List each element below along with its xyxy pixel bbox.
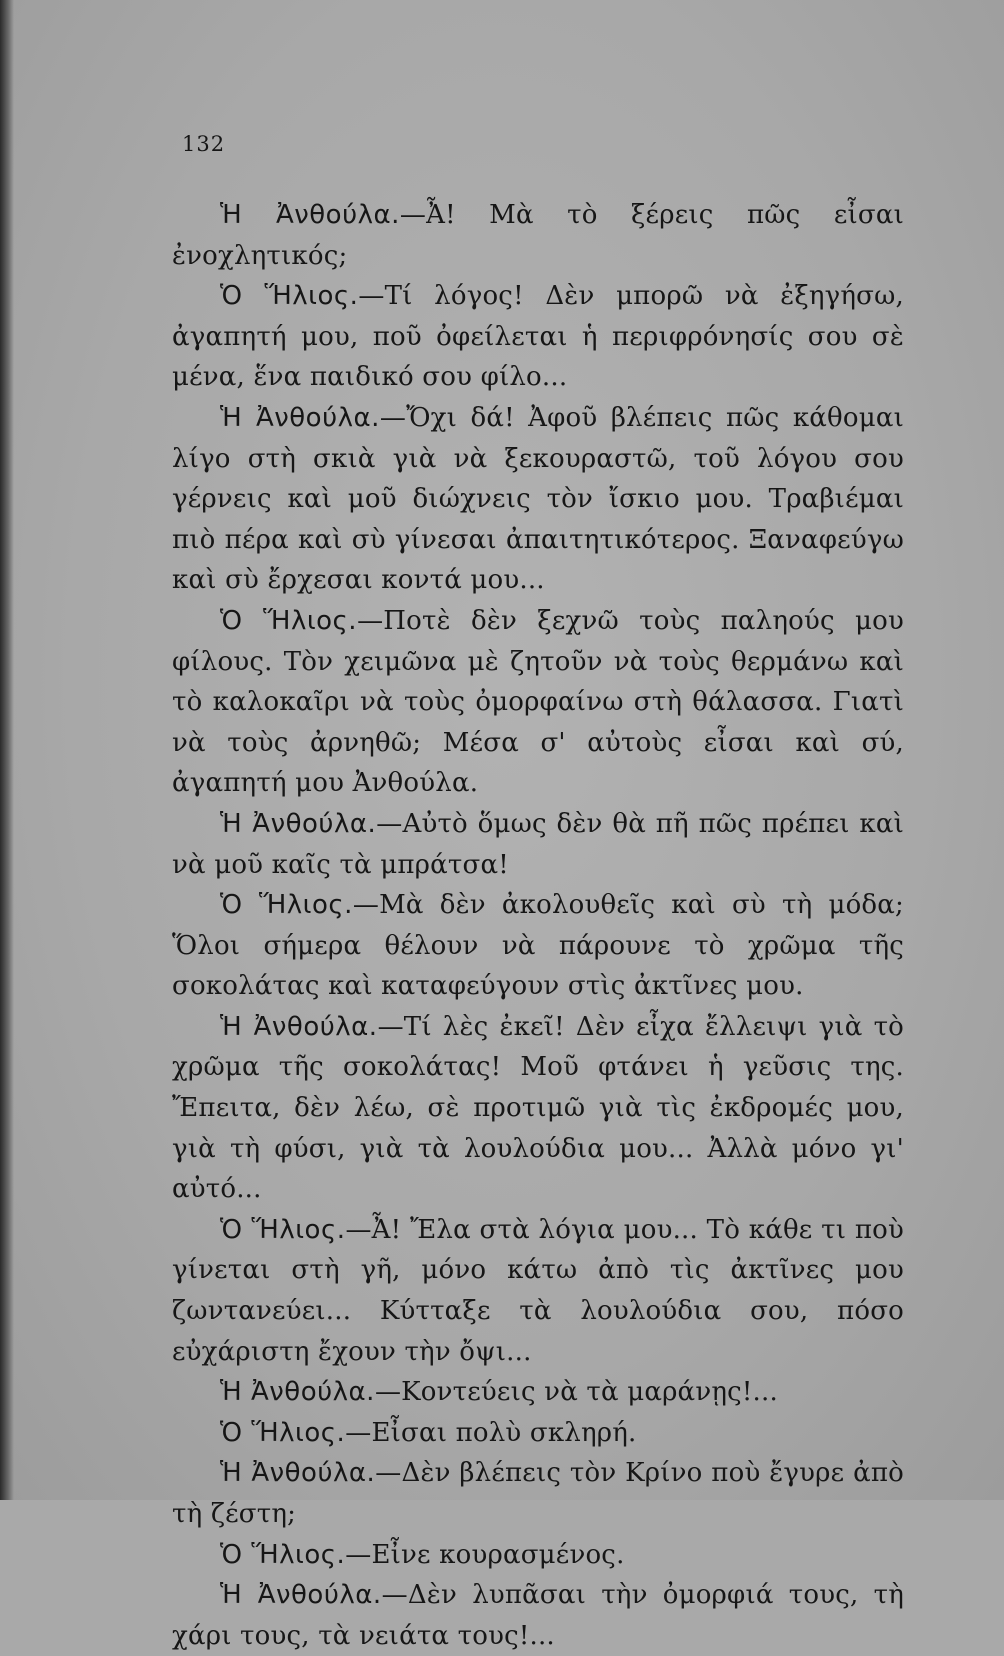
dialogue-paragraph (172, 195, 904, 276)
dialogue-line: —Τί λόγος! Δὲν μπορῶ νὰ ἐξηγήσω, ἀγαπητή μου, ποῦ ὀφείλεται ἡ περιφρόνησίς σου σὲ μένα, ἕνα παιδικό σου φίλο... (172, 281, 904, 393)
dialogue-line: —Ἆ! Ἔλα στὰ λόγια μου... Τὸ κάθε τι ποὺ γίνεται στὴ γῆ, μόνο κάτω ἀπὸ τὶς ἀκτῖνες μου ζωντανεύει... Κύτταξε τὰ λουλούδια σου, πόσο εὐχάριστη ἔχουν τὴν ὄψι... (172, 1214, 904, 1367)
dialogue-paragraph (172, 1535, 904, 1576)
speaker-name: Ἡ Ἀνθούλα. (220, 1377, 375, 1408)
speaker-name: Ἡ Ἀνθούλα. (220, 1011, 378, 1042)
speaker-name: Ὁ Ἥλιος. (220, 890, 353, 921)
dialogue-paragraph (172, 1210, 904, 1372)
speaker-name: Ἡ Ἀνθούλα. (220, 200, 400, 230)
dialogue-paragraph (172, 1453, 904, 1534)
dialogue-line: —Αὐτὸ ὅμως δὲν θὰ πῆ πῶς πρέπει καὶ νὰ μοῦ καῖς τὰ μπράτσα! (172, 808, 904, 880)
speaker-name: Ὁ Ἥλιος. (220, 1214, 346, 1245)
dialogue-line: —Τί λὲς ἐκεῖ! Δὲν εἶχα ἔλλειψι γιὰ τὸ χρῶμα τῆς σοκολάτας! Μοῦ φτάνει ἡ γεῦσις της. Ἔπειτα, δὲν λέω, σὲ προτιμῶ γιὰ τὶς ἐκδρομές μου, γιὰ τὴ φύσι, γιὰ τὰ λουλούδια μου... Ἀλλὰ μόνο γι' αὐτό... (172, 1011, 905, 1205)
dialogue-line: —Ἆ! Μὰ τὸ ξέρεις πῶς εἶσαι ἐνοχλητικός; (172, 200, 904, 271)
speaker-name: Ὁ Ἥλιος. (220, 1539, 346, 1570)
dialogue-paragraph (172, 804, 904, 885)
speaker-name: Ἡ Ἀνθούλα. (220, 1458, 376, 1489)
page-number: 132 (182, 132, 226, 156)
speaker-name: Ἡ Ἀνθούλα. (220, 402, 380, 433)
dialogue-paragraph (172, 1372, 904, 1413)
dialogue-paragraph (172, 398, 904, 601)
dialogue-paragraph (172, 1413, 904, 1454)
speaker-name: Ἡ Ἀνθούλα. (220, 1580, 382, 1611)
dialogue-line: —Εἶσαι πολὺ σκληρή. (345, 1417, 637, 1448)
dialogue-line: —Μὰ δὲν ἀκολουθεῖς καὶ σὺ τὴ μόδα; Ὅλοι σήμερα θέλουν νὰ πάρουνε τὸ χρῶμα τῆς σοκολάτας καὶ καταφεύγουν στὶς ἀκτῖνες μου. (172, 890, 904, 1002)
speaker-name: Ὁ Ἥλιος. (220, 281, 359, 312)
dialogue-paragraph (172, 1575, 904, 1656)
dialogue-text (172, 195, 904, 1656)
speaker-name: Ὁ Ἥλιος. (220, 1417, 346, 1448)
dialogue-line: —Δὲν βλέπεις τὸν Κρίνο ποὺ ἔγυρε ἀπὸ τὴ ζέστη; (172, 1458, 904, 1529)
dialogue-paragraph (172, 1007, 904, 1210)
dialogue-line: —Εἶνε κουρασμένος. (345, 1539, 625, 1570)
page-edge-shadow (0, 0, 14, 1500)
dialogue-line: —Ὄχι δά! Ἀφοῦ βλέπεις πῶς κάθομαι λίγο στὴ σκιὰ γιὰ νὰ ξεκουραστῶ, τοῦ λόγου σου γέρνεις καὶ μοῦ διώχνεις τὸν ἴσκιο μου. Τραβιέμαι πιὸ πέρα καὶ σὺ γίνεσαι ἀπαιτητικότερος. Ξαναφεύγω καὶ σὺ ἔρχεσαι κοντά μου... (172, 402, 904, 596)
speaker-name: Ἡ Ἀνθούλα. (220, 808, 377, 839)
dialogue-paragraph (172, 276, 904, 398)
dialogue-paragraph (172, 885, 904, 1007)
dialogue-paragraph (172, 601, 904, 804)
dialogue-line: —Κοντεύεις νὰ τὰ μαράνῃς!... (374, 1377, 778, 1408)
dialogue-line: —Ποτὲ δὲν ξεχνῶ τοὺς παληούς μου φίλους. Τὸν χειμῶνα μὲ ζητοῦν νὰ τοὺς θερμάνω καὶ τὸ καλοκαῖρι νὰ τοὺς ὀμορφαίνω στὴ θάλασσα. Γιατὶ νὰ τοὺς ἀρνηθῶ; Μέσα σ' αὐτοὺς εἶσαι καὶ σύ, ἀγαπητή μου Ἀνθούλα. (172, 605, 904, 799)
speaker-name: Ὁ Ἥλιος. (220, 605, 358, 636)
dialogue-line: —Δὲν λυπᾶσαι τὴν ὀμορφιά τους, τὴ χάρι τους, τὰ νειάτα τους!... (172, 1580, 904, 1651)
